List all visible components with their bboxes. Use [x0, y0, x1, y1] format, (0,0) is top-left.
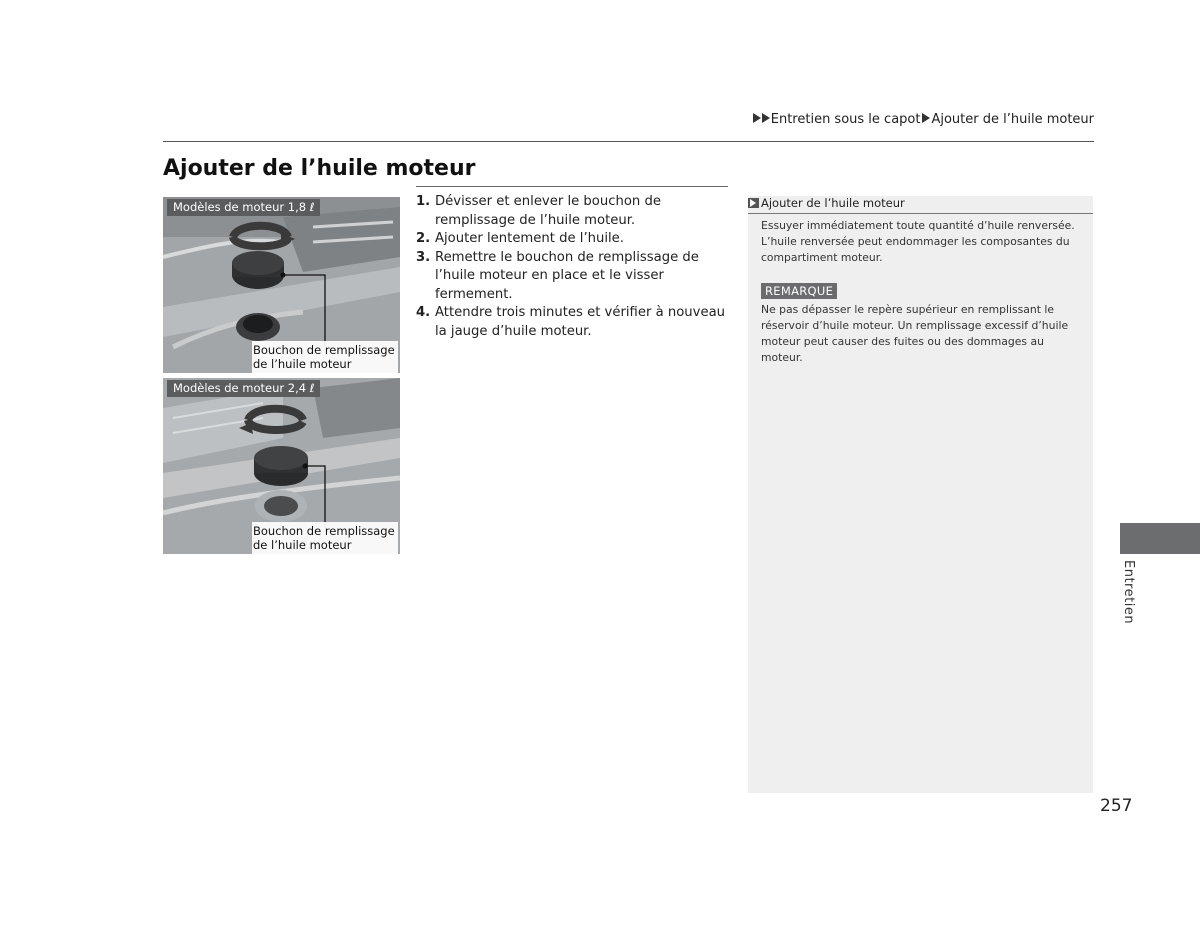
chapter-tab-label: Entretien	[1121, 560, 1136, 625]
model-label: Modèles de moteur 2,4 ℓ	[167, 380, 320, 397]
side-note-heading: Ajouter de l’huile moteur	[748, 196, 1093, 214]
step-item: 4. Attendre trois minutes et vérifier à nouveau la jauge d’huile moteur.	[416, 305, 726, 339]
reference-arrow-icon	[748, 198, 759, 208]
breadcrumb-arrow-icon	[922, 113, 930, 123]
step-item: 1. Dévisser et enlever le bouchon de remplissage de l’huile moteur.	[416, 194, 661, 228]
chapter-tab	[1120, 523, 1200, 554]
side-note-panel	[748, 196, 1093, 793]
step-item: 2. Ajouter lentement de l’huile.	[416, 231, 624, 246]
engine-photo-1-8	[163, 197, 400, 373]
breadcrumb-page: Ajouter de l’huile moteur	[931, 112, 1094, 127]
page-number: 257	[1100, 796, 1133, 816]
steps-list	[416, 193, 730, 341]
engine-photo-2-4	[163, 378, 400, 554]
notice-badge: REMARQUE	[761, 283, 837, 299]
callout-label: Bouchon de remplissage de l’huile moteur	[252, 341, 398, 373]
page-title: Ajouter de l’huile moteur	[163, 156, 476, 181]
breadcrumb	[752, 112, 1094, 130]
header-divider	[163, 141, 1094, 142]
notice-paragraph: Ne pas dépasser le repère supérieur en remplissant le réservoir d’huile moteur. Un remplissage excessif d’huile moteur peut causer des fuites ou des dommages au moteur.	[761, 303, 1069, 364]
side-note-paragraph: Essuyer immédiatement toute quantité d’huile renversée. L’huile renversée peut endommager les composantes du compartiment moteur.	[761, 219, 1075, 264]
breadcrumb-section: Entretien sous le capot	[770, 112, 921, 127]
callout-label: Bouchon de remplissage de l’huile moteur	[252, 522, 398, 554]
model-label: Modèles de moteur 1,8 ℓ	[167, 199, 320, 216]
breadcrumb-arrow-icon	[762, 113, 770, 123]
steps-divider	[416, 186, 728, 187]
step-item: 3. Remettre le bouchon de remplissage de l’huile moteur en place et le visser fermement.	[416, 249, 699, 302]
breadcrumb-arrow-icon	[753, 113, 761, 123]
